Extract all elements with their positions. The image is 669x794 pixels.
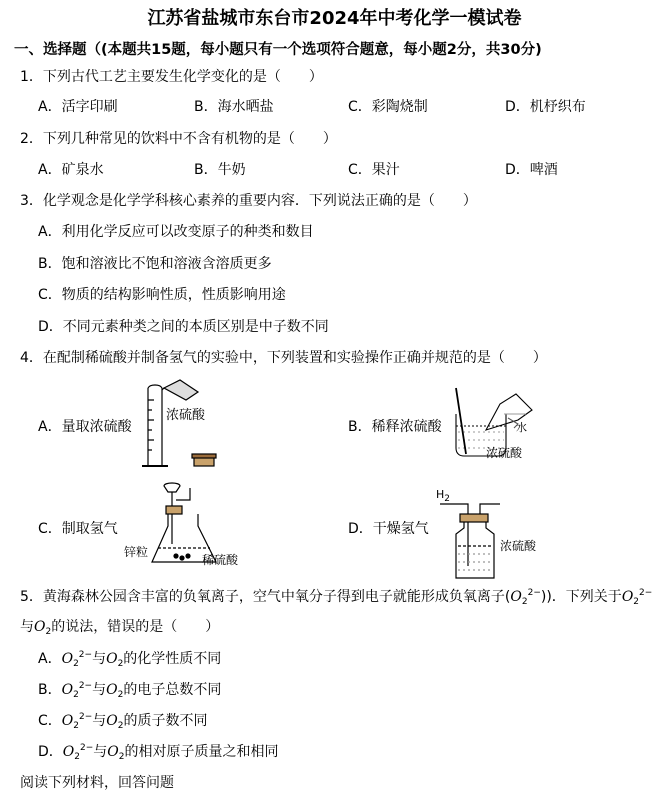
question-4-option-b[interactable]: B．稀释浓硫酸: [348, 419, 442, 435]
question-4-stem: 4．在配制稀硫酸并制备氢气的实验中，下列装置和实验操作正确并规范的是（ ）: [20, 350, 547, 366]
page-title: 江苏省盐城市东台市2024年中考化学一模试卷: [147, 8, 522, 29]
question-3-option-a[interactable]: A．利用化学反应可以改变原子的种类和数目: [38, 224, 314, 240]
question-3-option-b[interactable]: B．饱和溶液比不饱和溶液含溶质更多: [38, 256, 272, 272]
figure-b-water-label: 水: [516, 421, 527, 434]
question-1-option-d[interactable]: D．机杼织布: [505, 99, 586, 115]
question-2-option-b[interactable]: B．牛奶: [194, 162, 246, 178]
figure-a-measure-acid: [140, 378, 260, 474]
figure-c-zinc-label: 锌粒: [124, 545, 149, 559]
question-5-stem-line2: 与$O_2$的说法，错误的是（ ）: [20, 619, 220, 637]
question-5-option-c[interactable]: C．$O_2^{2-}$与$O_2$的质子数不同: [38, 712, 208, 731]
figure-d-gas-label: $H_2$: [436, 488, 451, 504]
question-2-option-d[interactable]: D．啤酒: [505, 162, 558, 178]
question-2-option-a[interactable]: A．矿泉水: [38, 162, 104, 178]
figure-d-acid-label: 浓硫酸: [500, 539, 537, 553]
section-heading: 一、选择题（(本题共15题，每小题只有一个选项符合题意，每小题2分，共30分): [14, 42, 542, 58]
question-3-option-c[interactable]: C．物质的结构影响性质，性质影响用途: [38, 287, 286, 303]
reading-material-prompt: 阅读下列材料，回答问题: [20, 775, 174, 791]
question-3-stem: 3．化学观念是化学学科核心素养的重要内容．下列说法正确的是（ ）: [20, 193, 477, 209]
question-5-stem: 5．黄海森林公园含丰富的负氧离子，空气中氧分子得到电子就能形成负氧离子$(O_2^{2-})$)．下列关于$O_2^{2-}$: [20, 588, 653, 607]
question-5-option-a[interactable]: A．$O_2^{2-}$与$O_2$的化学性质不同: [38, 650, 222, 669]
figure-a-acid-label: 浓硫酸: [166, 408, 206, 423]
question-2-stem: 2．下列几种常见的饮料中不含有机物的是（ ）: [20, 131, 337, 147]
question-1-option-b[interactable]: B．海水晒盐: [194, 99, 274, 115]
question-4-option-c[interactable]: C．制取氢气: [38, 521, 118, 537]
question-3-option-d[interactable]: D．不同元素种类之间的本质区别是中子数不同: [38, 319, 329, 335]
question-5-option-d[interactable]: D．$O_2^{2-}$与$O_2$的相对原子质量之和相同: [38, 743, 279, 762]
question-2-option-c[interactable]: C．果汁: [348, 162, 400, 178]
figure-c-acid-label: 稀硫酸: [202, 553, 239, 567]
figure-d-dry-hydrogen: [438, 496, 508, 580]
question-5-option-b[interactable]: B．$O_2^{2-}$与$O_2$的电子总数不同: [38, 681, 222, 700]
question-1-option-a[interactable]: A．活字印刷: [38, 99, 118, 115]
question-4-option-d[interactable]: D．干燥氢气: [348, 521, 429, 537]
question-1-option-c[interactable]: C．彩陶烧制: [348, 99, 428, 115]
figure-b-acid-label: 浓硫酸: [486, 446, 523, 460]
question-4-option-a[interactable]: A．量取浓硫酸: [38, 419, 132, 435]
question-1-stem: 1．下列古代工艺主要发生化学变化的是（ ）: [20, 69, 323, 85]
